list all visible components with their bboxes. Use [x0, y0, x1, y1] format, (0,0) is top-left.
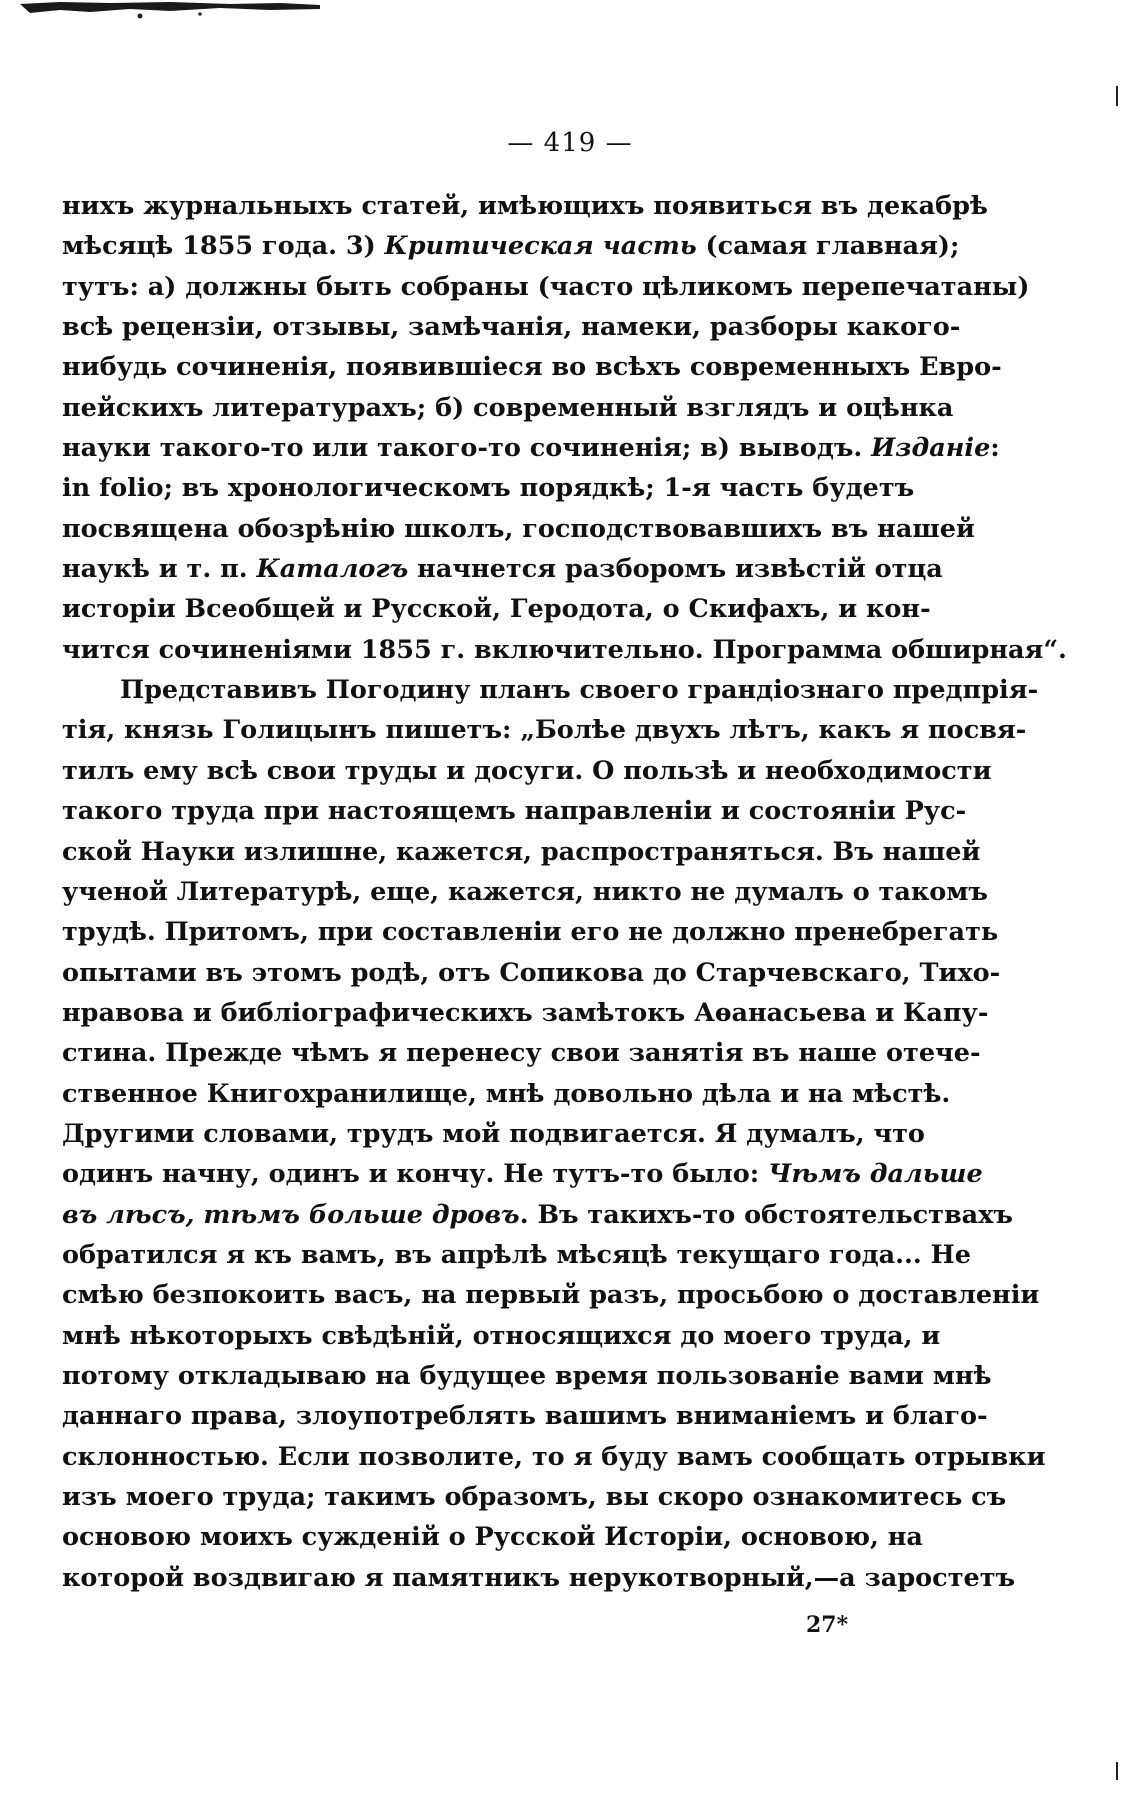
text-line	[62, 1517, 923, 1557]
text-run: смѣю безпокоить васъ, на первый разъ, просьбою о доставленіи	[62, 1280, 1040, 1311]
text-line	[62, 1316, 941, 1356]
text-run: такого труда при настоящемъ направленіи и состояніи Рус-	[62, 796, 967, 827]
text-run: науки такого-то или такого-то сочиненія; в) выводъ.	[62, 433, 872, 464]
scan-smudge-mark	[20, 0, 320, 22]
text-run: нравова и библіографическихъ замѣтокъ Аѳанасьева и Капу-	[62, 997, 989, 1028]
text-line	[62, 912, 999, 952]
text-line	[62, 832, 981, 872]
text-run: Другими словами, трудъ мой подвигается. Я думалъ, что	[62, 1118, 925, 1149]
text-run: тилъ ему всѣ свои труды и досуги. О пользѣ и необходимости	[62, 755, 992, 786]
page-number: — 419 —	[507, 128, 633, 158]
text-run: трудѣ. Притомъ, при составленіи его не должно пренебрегать	[62, 917, 999, 948]
paragraph	[62, 670, 1046, 1598]
body-text	[62, 186, 1067, 1598]
italic-text-run: въ лѣсъ, тѣмъ больше дровъ	[62, 1199, 520, 1230]
text-run: всѣ рецензіи, отзывы, замѣчанія, намеки, разборы какого-	[62, 312, 961, 343]
text-run: склонностью. Если позволите, то я буду вамъ сообщать отрывки	[62, 1441, 1046, 1472]
text-line	[62, 468, 915, 508]
text-run: (самая главная);	[696, 231, 960, 262]
text-line	[62, 670, 1039, 710]
text-run: наукѣ и т. п.	[62, 554, 257, 585]
text-run: Представивъ Погодину планъ своего грандіознаго предпрія-	[120, 675, 1039, 706]
text-line	[62, 1558, 1016, 1598]
text-run: стина. Прежде чѣмъ я перенесу свои занятія въ наше отече-	[62, 1038, 981, 1069]
text-run: ской Науки излишне, кажется, распространяться. Въ нашей	[62, 836, 981, 867]
text-line	[62, 710, 1027, 750]
text-run: обратился я къ вамъ, въ апрѣлѣ мѣсяцѣ текущаго года... Не	[62, 1239, 971, 1270]
margin-mark	[1116, 1762, 1118, 1780]
text-run: пейскихъ литературахъ; б) современный взглядъ и оцѣнка	[62, 392, 954, 423]
text-line	[62, 1396, 988, 1436]
text-run: опытами въ этомъ родѣ, отъ Сопикова до Старчевскаго, Тихо-	[62, 957, 1001, 988]
text-line	[62, 751, 992, 791]
text-line	[62, 267, 1030, 307]
text-line	[62, 1114, 925, 1154]
text-run: ниxъ журнальныхъ статей, имѣющихъ появиться въ декабрѣ	[62, 191, 988, 221]
text-line	[62, 509, 975, 549]
text-line	[62, 549, 943, 589]
text-run: даннаго права, злоупотреблять вашимъ вниманіемъ и благо-	[62, 1401, 988, 1432]
text-run: потому откладываю на будущее время пользованіе вами мнѣ	[62, 1360, 992, 1391]
text-line	[62, 388, 954, 428]
text-run: ственное Книгохранилище, мнѣ довольно дѣла и на мѣстѣ.	[62, 1078, 951, 1109]
text-line	[62, 1074, 951, 1114]
text-line	[62, 1275, 1040, 1315]
paragraph	[62, 186, 1067, 670]
text-run: исторіи Всеобщей и Русской, Геродота, о Скифахъ, и кон-	[62, 594, 931, 625]
text-line	[62, 347, 1002, 387]
text-run: начнется разборомъ извѣстій отца	[408, 554, 943, 585]
text-line	[62, 1356, 992, 1396]
text-line	[62, 791, 967, 831]
text-line	[62, 1235, 971, 1275]
text-line	[62, 953, 1001, 993]
text-run: чится сочиненіями 1855 г. включительно. Программа обширная“.	[62, 634, 1067, 665]
text-run: :	[990, 433, 1000, 464]
text-run: нибудь сочиненія, появившіеся во всѣхъ современныхъ Евро-	[62, 352, 1002, 383]
text-line	[62, 307, 961, 347]
text-run: одинъ начну, одинъ и кончу. Не тутъ-то было:	[62, 1159, 769, 1190]
margin-mark	[1116, 86, 1118, 106]
italic-text-run: Критическая часть	[384, 231, 697, 262]
text-line	[62, 186, 988, 226]
text-line	[62, 872, 988, 912]
text-line	[62, 1154, 983, 1194]
text-line	[62, 1033, 981, 1073]
text-run: основою моихъ сужденій о Русской Исторіи, основою, на	[62, 1522, 923, 1553]
italic-text-run: Каталогъ	[256, 554, 409, 585]
text-line	[62, 630, 1067, 670]
text-line	[62, 226, 960, 266]
text-line	[62, 1477, 1007, 1517]
text-line	[62, 1437, 1046, 1477]
text-line	[62, 428, 1000, 468]
signature-mark: 27*	[806, 1612, 849, 1638]
text-line	[62, 993, 989, 1033]
text-run: . Въ такихъ-то обстоятельствахъ	[519, 1199, 1013, 1230]
text-run: in folio; въ хронологическомъ порядкѣ; 1-я часть будетъ	[62, 473, 915, 504]
text-run: тія, князь Голицынъ пишетъ: „Болѣе двухъ лѣтъ, какъ я посвя-	[62, 715, 1027, 746]
text-line	[62, 1195, 1013, 1235]
text-run: изъ моего труда; такимъ образомъ, вы скоро ознакомитесь съ	[62, 1482, 1007, 1512]
text-run: ученой Литературѣ, еще, кажется, никто не думалъ о такомъ	[62, 876, 988, 907]
text-run: мнѣ нѣкоторыхъ свѣдѣній, относящихся до моего труда, и	[62, 1320, 941, 1351]
italic-text-run: Изданіе	[871, 433, 991, 464]
text-run: тутъ: а) должны быть собраны (часто цѣликомъ перепечатаны)	[62, 271, 1030, 302]
text-run: посвящена обозрѣнію школъ, господствовавшихъ въ нашей	[62, 513, 975, 544]
text-run: мѣсяцѣ 1855 года. 3)	[62, 231, 385, 262]
text-line	[62, 589, 931, 629]
text-run: которой воздвигаю я памятникъ нерукотворный,—а заростетъ	[62, 1562, 1016, 1593]
italic-text-run: Чѣмъ дальше	[768, 1159, 983, 1190]
